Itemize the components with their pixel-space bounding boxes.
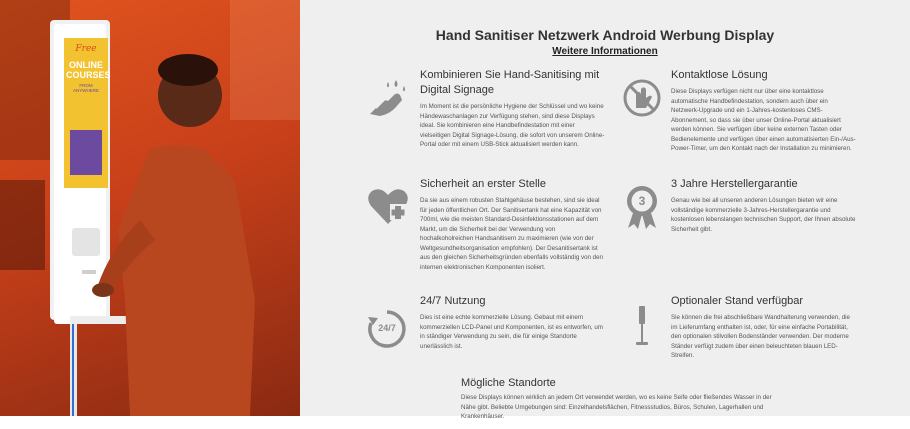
feature-text: Dies ist eine echte kommerzielle Lösung. Gebaut mit einem kommerziellen LCD-Panel und Komponenten, ist es entworfen, um in ständiger Verwendung zu sein, die für einige Standorte unerlässlich ist. xyxy=(420,314,603,350)
feature-text: Sie können die frei abschließbare Wandhalterung verwenden, die im Lieferumfang enthalten ist, oder, für eine einfache Portabilität, den optionalen stilvollen Bodenständer verwenden. Der moderne Ständer verfügt zudem über einen beleuchteten blauen LED-Streifen. xyxy=(671,314,850,359)
feature-title: Kontaktlose Lösung xyxy=(671,69,768,81)
section-locations xyxy=(461,376,781,422)
feature-hand-sanitising xyxy=(420,68,606,150)
feature-safety xyxy=(420,177,606,272)
more-info-link[interactable]: Weitere Informationen xyxy=(552,46,658,57)
feature-title: 3 Jahre Herstellergarantie xyxy=(671,178,798,190)
screen-headline: ONLINE COURSES xyxy=(66,60,111,80)
hand-wash-icon xyxy=(366,74,412,120)
clock-24-7-icon xyxy=(366,308,408,350)
feature-text: Im Moment ist die persönliche Hygiene der Schlüssel und wo keine Händewaschanlagen zur Verfügung stehen, sind diese Displays ideal. Sie kombinieren eine Handbefindestation mit einer vielseitigen Digital Signage-Lösung, die sofort von unserem Online-Portal oder mit einem USB-Stick aktualisiert werden kann. xyxy=(420,103,605,148)
feature-stand xyxy=(671,294,857,361)
feature-text: Genau wie bei all unseren anderen Lösungen bieten wir eine vollständige kommerzielle 3-Jahres-Herstellergarantie und kostenlosen lebenslangen technischen Support, der Ihnen absolute Sicherheit gibt. xyxy=(671,197,856,233)
locations-title: Mögliche Standorte xyxy=(461,377,556,389)
feature-warranty xyxy=(671,177,857,234)
screen-subline: FROM ANYWHERE xyxy=(72,83,99,93)
feature-24-7 xyxy=(420,294,606,351)
hero-illustration xyxy=(0,0,300,416)
screen-tag: Free xyxy=(75,44,97,54)
locations-text: Diese Displays können wirklich an jedem Ort verwendet werden, wo es keine Seife oder fließendes Wasser in der Nähe gibt. Beliebte Umgebungen sind: Einzelhandelsflächen, Fitnessstudios, Büros, Schulen, Lagerhallen und Krankenhäuser. xyxy=(461,394,772,420)
feature-title: Sicherheit an erster Stelle xyxy=(420,178,546,190)
feature-text: Diese Displays verfügen nicht nur über eine kontaktlose automatische Handbefindestation, sondern auch über ein Netzwerk-Upgrade und ein 1-Jahres-kostenloses CMS-Abonnement, so dass sie über unser Online-Portal aktualisiert werden können. Sie verfügen über keine externen Tasten oder Bedienelemente und verfügen über einen automatisierten Ein-/Aus-Power-Timer, um den Kontakt nach der Installation zu minimieren. xyxy=(671,88,856,152)
clock-label: 24/7 xyxy=(378,323,396,333)
hero-photo xyxy=(0,0,300,416)
feature-text: Da sie aus einem robusten Stahlgehäuse bestehen, sind sie ideal für jeden öffentlichen Ort. Der Sanitisertank hat eine Kapazität von 700ml, wie die meisten Standard-Desinfektionsstationen auf dem Markt, um die Sicherheit bei der Verwendung von hochalkoholreichen Handsanitisern zu maximieren (wie von der Weltgesundheitsorganisation empfohlen). Der Desanitisertank ist aus den gleichen Sicherheitsgründen ebenfalls vollständig von den internen elektronischen Komponenten isoliert. xyxy=(420,197,604,271)
heart-plus-icon xyxy=(366,184,410,228)
no-touch-icon xyxy=(622,78,662,118)
feature-title: Kombinieren Sie Hand-Sanitising mit Digital Signage xyxy=(420,69,600,96)
page-title: Hand Sanitiser Netzwerk Android Werbung Display xyxy=(435,27,775,43)
warranty-number: 3 xyxy=(638,194,646,208)
floor-stand-icon xyxy=(634,305,650,347)
feature-contactless xyxy=(671,68,857,154)
feature-title: 24/7 Nutzung xyxy=(420,295,486,307)
kiosk-screen-content xyxy=(66,44,111,93)
warranty-badge-icon xyxy=(622,184,662,230)
feature-title: Optionaler Stand verfügbar xyxy=(671,295,804,307)
